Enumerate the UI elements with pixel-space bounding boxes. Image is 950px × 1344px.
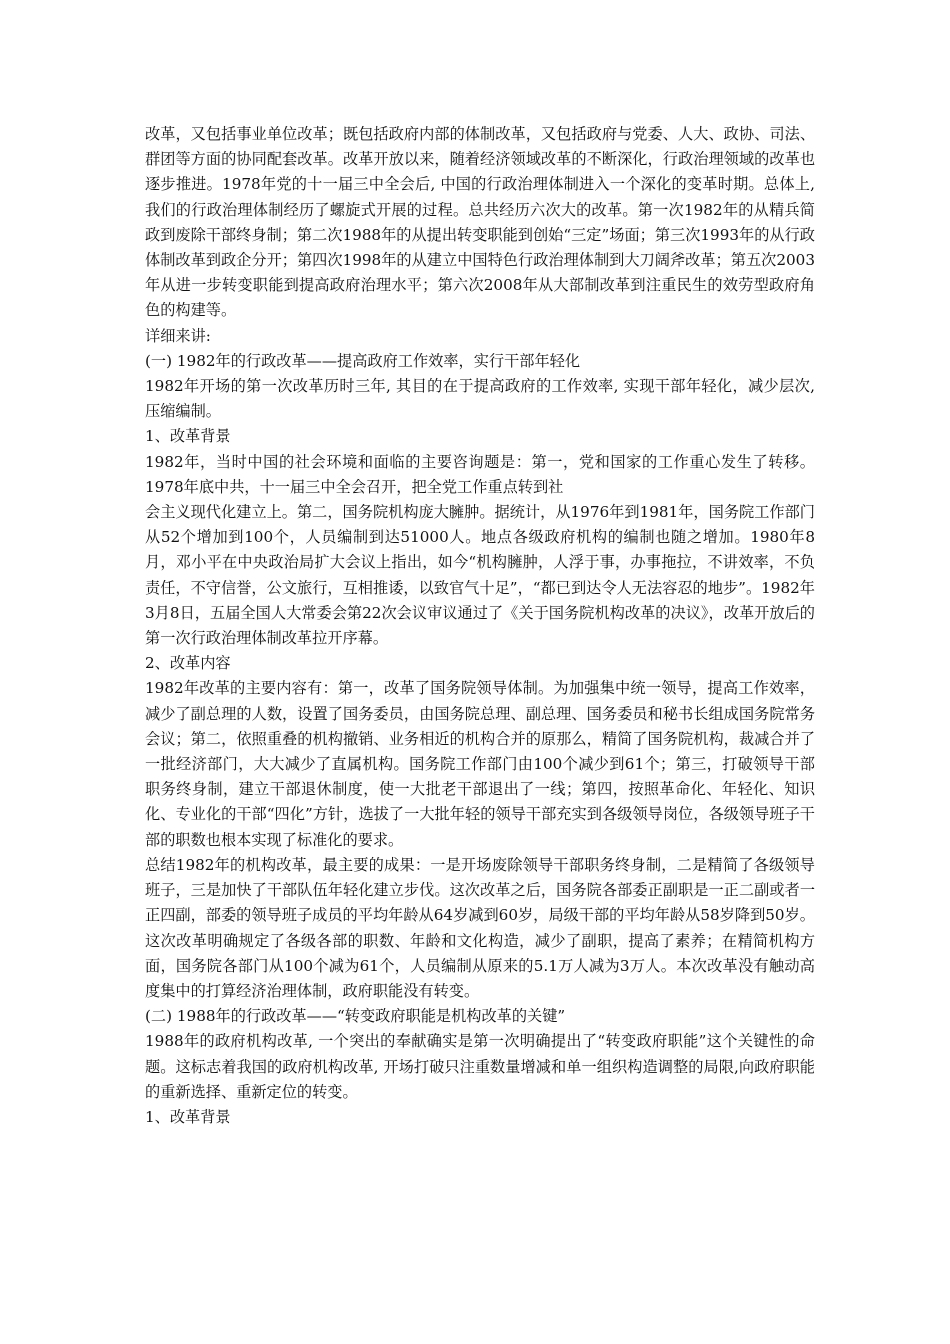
section-2-title: (二) 1988年的行政改革——“转变政府职能是机构改革的关键” <box>145 1007 566 1026</box>
section-1-content-heading: 2、改革内容 <box>145 654 231 673</box>
section-1-summary: 1982年开场的第一次改革历时三年, 其目的在于提高政府的工作效率, 实现干部年轻化，减少层次, 压缩编制。 <box>145 377 815 421</box>
section-1-background-heading: 1、改革背景 <box>145 427 231 446</box>
section-1-background-part-b: 会主义现代化建立上。第二，国务院机构庞大臃肿。据统计，从1976年到1981年，国务院工作部门从52个增加到100个，人员编制到达51000人。地点各级政府机构的编制也随之增加。1980年8月，邓小平在中央政治局扩大会议上指出，如今“机构臃肿，人浮于事，办事拖拉，不讲效率，不负责任，不守信誉，公文旅行，互相推诿，以致官气十足”，“都已到达令人无法容忍的地步”。1982年3月8日，五届全国人大常委会第22次会议审议通过了《关于国务院机构改革的决议》，改革开放后的第一次行政治理体制改革拉开序幕。 <box>145 503 815 648</box>
detail-intro-label: 详细来讲: <box>145 326 211 345</box>
section-1-content: 1982年改革的主要内容有：第一，改革了国务院领导体制。为加强集中统一领导，提高工作效率，减少了副总理的人数，设置了国务委员，由国务院总理、副总理、国务委员和秘书长组成国务院常务会议；第二，依照重叠的机构撤销、业务相近的机构合并的原那么，精简了国务院机构，裁减合并了一批经济部门，大大减少了直属机构。国务院工作部门由100个减少到61个；第三，打破领导干部职务终身制，建立干部退休制度，使一大批老干部退出了一线；第四，按照革命化、年轻化、知识化、专业化的干部“四化”方针，选拔了一大批年轻的领导干部充实到各级领导岗位，各级领导班子干部的职数也根本实现了标准化的要求。 <box>145 679 815 849</box>
section-2-summary: 1988年的政府机构改革, 一个突出的奉献确实是第一次明确提出了“转变政府职能”这个关键性的命题。这标志着我国的政府机构改革, 开场打破只注重数量增减和单一组织构造调整的局限,向政府职能的重新选择、重新定位的转变。 <box>145 1032 815 1101</box>
section-1-title: (一) 1982年的行政改革——提高政府工作效率，实行干部年轻化 <box>145 351 581 370</box>
section-2-background-heading: 1、改革背景 <box>145 1107 231 1126</box>
section-1-conclusion: 总结1982年的机构改革，最主要的成果：一是开场废除领导干部职务终身制，二是精简了各级领导班子，三是加快了干部队伍年轻化建立步伐。这次改革之后，国务院各部委正副职是一正二副或者一正四副，部委的领导班子成员的平均年龄从64岁减到60岁，局级干部的平均年龄从58岁降到50岁。这次改革明确规定了各级各部的职数、年龄和文化构造，减少了副职，提高了素养；在精简机构方面，国务院各部门从100个减为61个，人员编制从原来的5.1万人减为3万人。本次改革没有触动高度集中的打算经济治理体制，政府职能没有转变。 <box>145 855 815 1000</box>
section-1-background-part-a: 1982年，当时中国的社会环境和面临的主要咨询题是：第一，党和国家的工作重心发生了转移。1978年底中共，十一届三中全会召开，把全党工作重点转到社 <box>145 452 815 496</box>
document-page <box>145 122 815 1130</box>
paragraph-intro: 改革，又包括事业单位改革；既包括政府内部的体制改革，又包括政府与党委、人大、政协、司法、群团等方面的协同配套改革。改革开放以来，随着经济领域改革的不断深化，行政治理领域的改革也逐步推进。1978年党的十一届三中全会后, 中国的行政治理体制进入一个深化的变革时期。总体上, 我们的行政治理体制经历了螺旋式开展的过程。总共经历六次大的改革。第一次1982年的从精兵简政到废除干部终身制；第二次1988年的从提出转变职能到创始“三定”场面；第三次1993年的从行政体制改革到政企分开；第四次1998年的从建立中国特色行政治理体制到大刀阔斧改革；第五次2003年从进一步转变职能到提高政府治理水平；第六次2008年从大部制改革到注重民生的效劳型政府角色的构建等。 <box>145 125 815 320</box>
